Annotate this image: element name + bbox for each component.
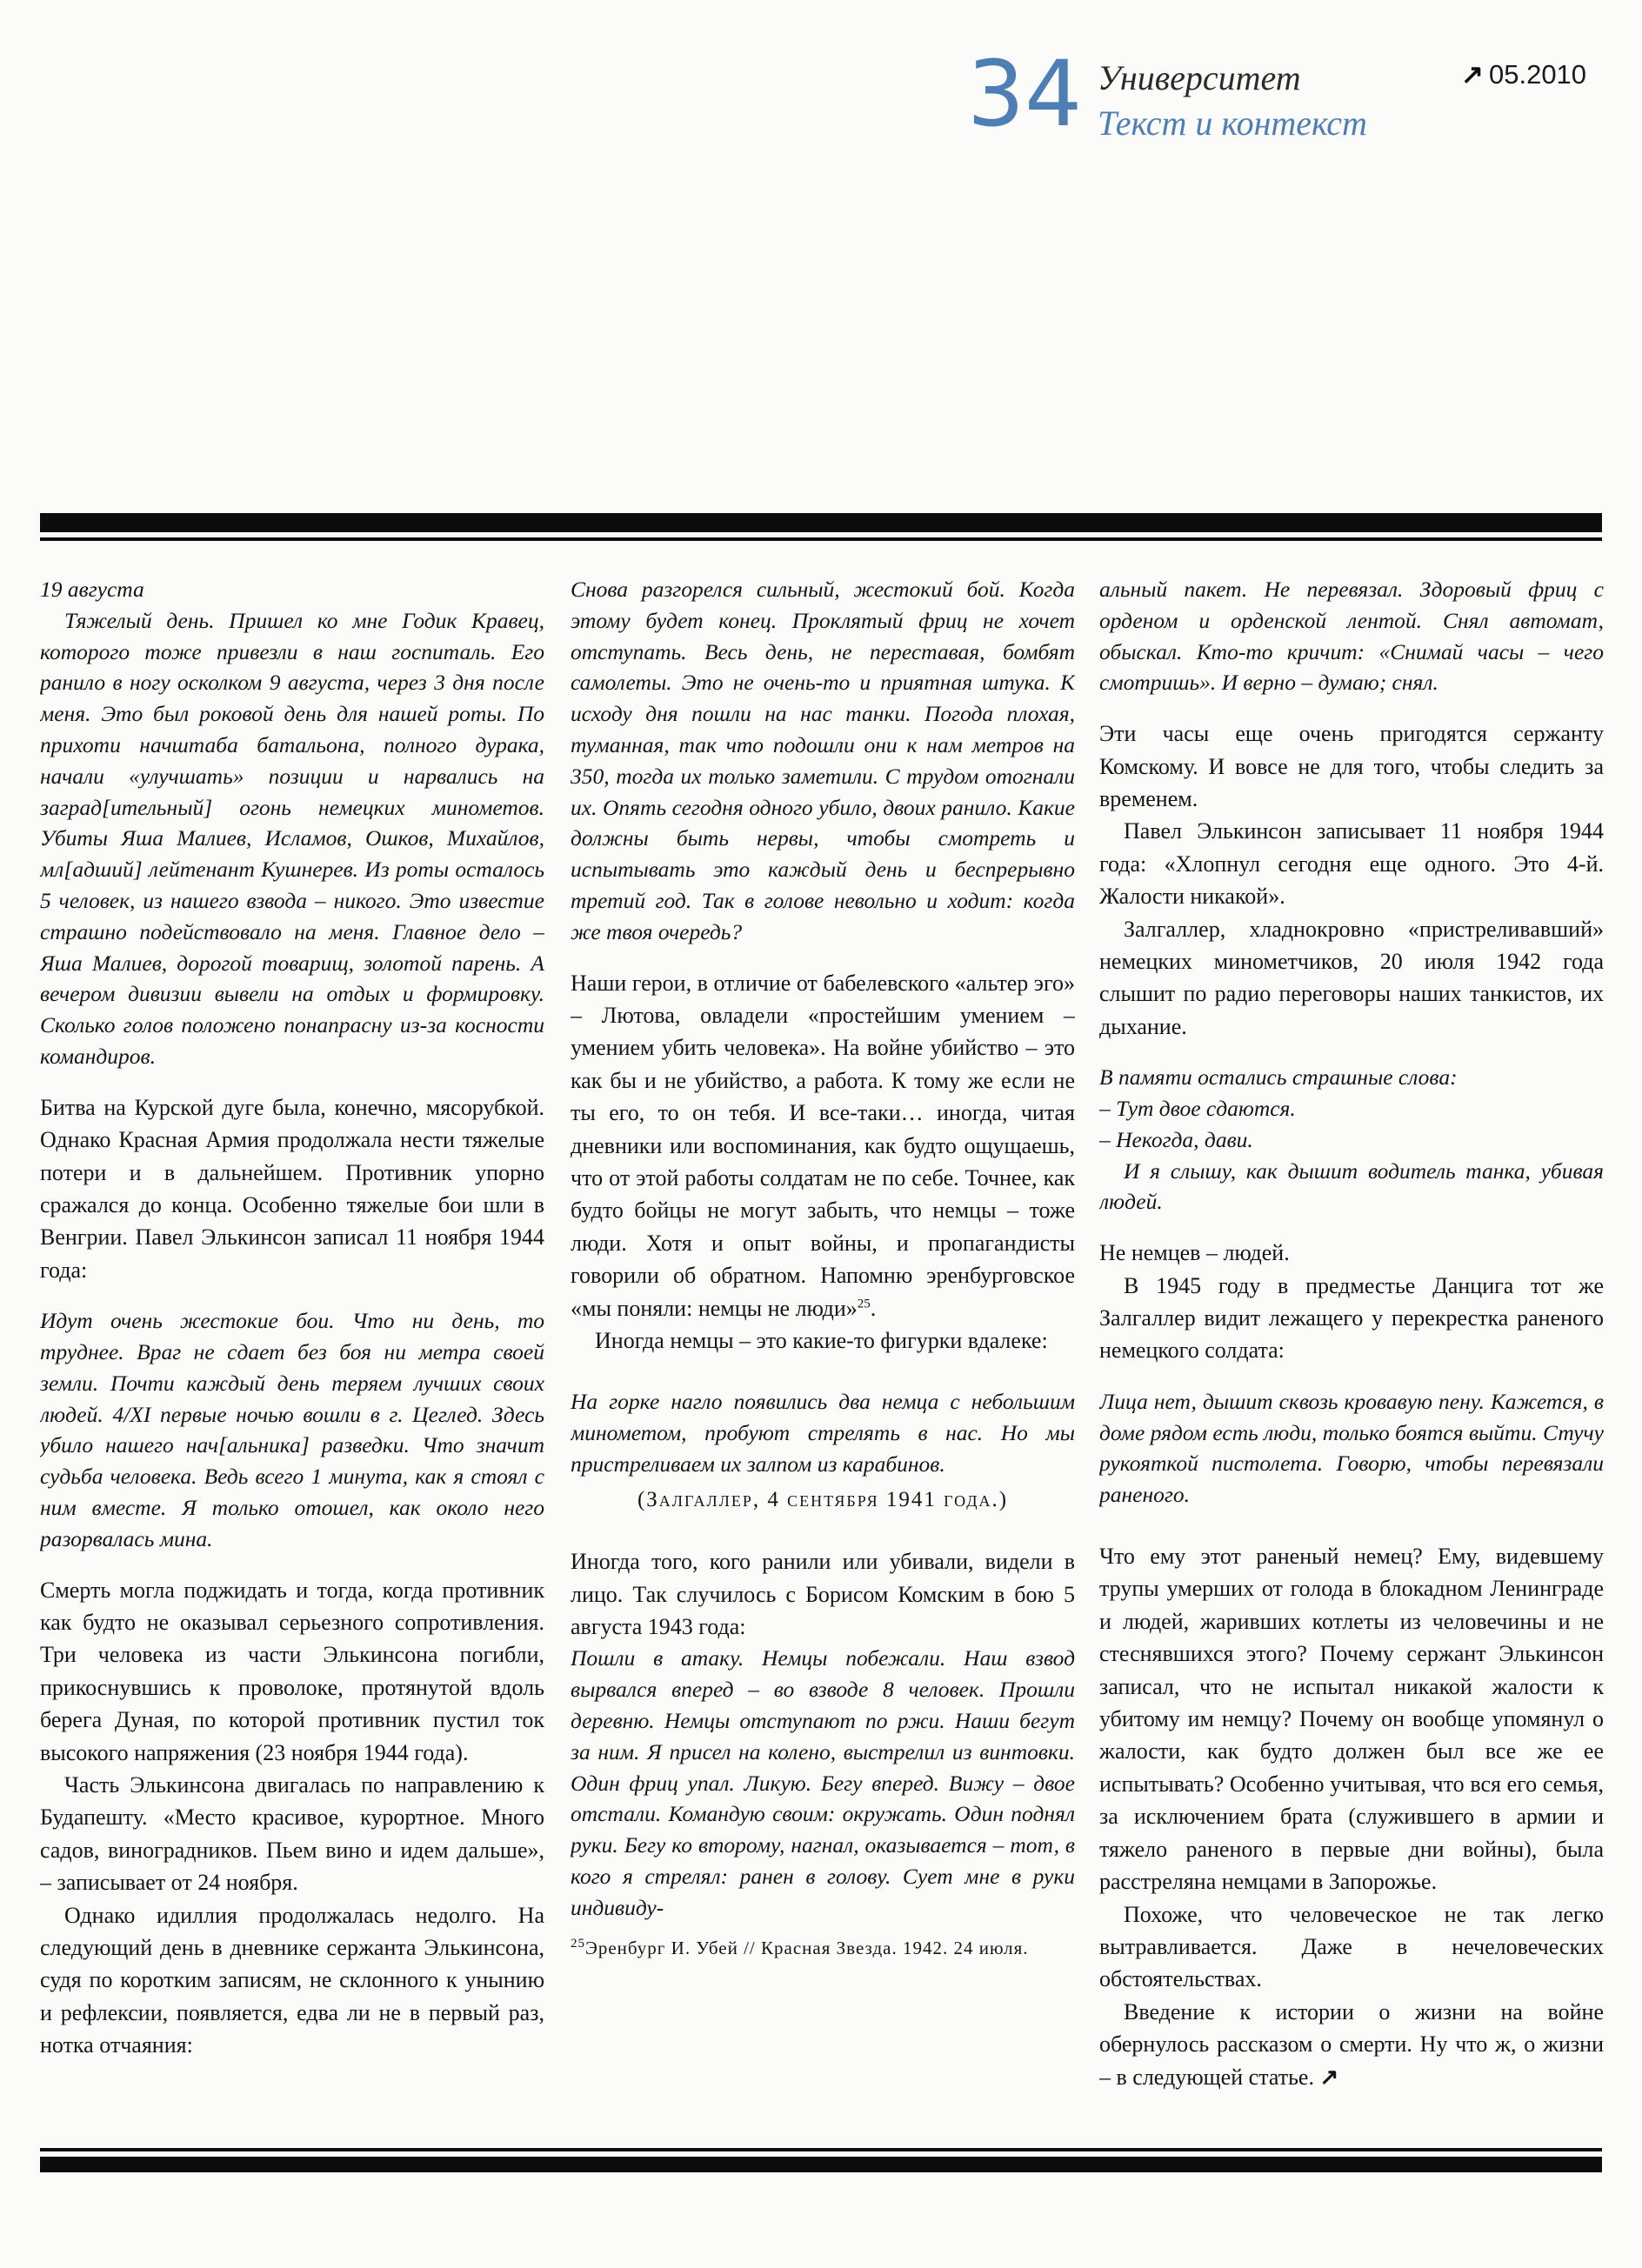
paragraph — [571, 1545, 1075, 1643]
paragraph-text: 19 августа — [40, 577, 144, 602]
paragraph-text: Идут очень жестокие бои. Что ни день, то труднее. Враг не сдает без боя ни метра своей земли. Почти каждый день теряем лучших своих людей. 4/XI первые ночью вошли в г. Цеглед. Здесь убило нашего нач[альника] разведки. Что значит судьба человека. Ведь всего 1 минута, как я стоял с ним вместе. Я только отошел, как около него разорвалась мина. — [40, 1308, 544, 1551]
paragraph — [40, 1574, 544, 1769]
bottom-rule — [40, 2157, 1602, 2172]
paragraph-text: Не немцев – людей. — [1099, 1240, 1290, 1266]
bottom-rule-thin — [40, 2148, 1602, 2151]
issue-date — [1461, 61, 1586, 88]
subsection-title: Текст и контекст — [1098, 103, 1367, 143]
paragraph — [1099, 1996, 1604, 2093]
paragraph — [40, 605, 544, 1072]
paragraph-text: В 1945 году в предместье Данцига тот же Залгаллер видит лежащего у перекрестка раненого немецкого солдата: — [1099, 1272, 1604, 1364]
paragraph-text: Тяжелый день. Пришел ко мне Годик Кравец, которого тоже привезли в наш госпиталь. Его ранило в ногу осколком 9 августа, через 3 дня после меня. Это был роковой день для нашей роты. По прихоти начштаба батальона, полного дурака, начали «улучшать» позиции и нарвались на заград[ительный] огонь немецких минометов. Убиты Яша Малиев, Исламов, Ошков, Михайлов, мл[адший] лейтенант Кушнерев. Из роты осталось 5 человек, из нашего взвода – никого. Это известие страшно подействовало на меня. Главное дело – Яша Малиев, дорогой товарищ, золотой парень. А вечером дивизии вывели на отдых и формировку. Сколько голов положено понапрасну из-за косности командиров. — [40, 607, 544, 1069]
paragraph-text: Снова разгорелся сильный, жестокий бой. Когда этому будет конец. Проклятый фриц не хочет отступать. Весь день, не переставая, бомбят самолеты. Это не очень-то и приятная штука. К исходу дня пошли на нас танки. Погода плохая, туманная, так что подошли они к нам метров на 350, тогда их только заметили. С трудом отогнали их. Опять сегодня одного убило, двоих ранило. Какие должны быть нервы, чтобы смотреть и испытывать это каждый день и беспрерывно третий год. Так в голове невольно и ходит: когда же твоя очередь? — [571, 577, 1075, 944]
paragraph — [1099, 1898, 1604, 1996]
paragraph-text: Залгаллер, хладнокровно «пристреливавший» немецких минометчиков, 20 июля 1942 года слышит по радио переговоры наших танкистов, их дыхание. — [1099, 916, 1604, 1039]
paragraph-text: Эти часы еще очень пригодятся сержанту Комскому. И вовсе не для того, чтобы следить за временем. — [1099, 721, 1604, 811]
footnote-marker: 25 — [571, 1936, 585, 1951]
paragraph — [40, 1305, 544, 1554]
paragraph — [1099, 913, 1604, 1044]
paragraph-text: альный пакет. Не перевязал. Здоровый фриц с орденом и орденской лентой. Снял автомат, обыскал. Кто-то кричит: «Снимай часы – чего смотришь». И верно – думаю; снял. — [1099, 577, 1604, 696]
paragraph — [40, 1899, 544, 2062]
paragraph-text: Эренбург И. Убей // Красная Звезда. 1942. 24 июля. — [585, 1937, 1029, 1958]
paragraph-text: Иногда немцы – это какие-то фигурки вдалеке: — [595, 1328, 1048, 1354]
paragraph-text: – Некогда, дави. — [1099, 1126, 1253, 1152]
paragraph: Наши герои, в отличие от бабелевского «альтер эго» – Лютова, овладели «простейшим умением – умением убить человека». На войне убийство – это как бы и не убийство, а работа. К тому же если не ты его, то он тебя. И все-таки… иногда, читая дневники или воспоминания, как будто ощущаешь, что от этой работы солдатам не по себе. Точнее, как будто бойцы не могут забыть, что немцы – тоже люди. Хотя и опыт войны, и пропагандисты говорили об обратном. Напомню эренбурговское «мы поняли: немцы не люди»$^{25}$. — [571, 970, 1075, 1321]
issue-date-text: 05.2010 — [1488, 59, 1587, 90]
page-number: 34 — [967, 41, 1083, 147]
column-1 — [40, 574, 544, 2131]
paragraph — [1099, 815, 1604, 912]
paragraph-text: На горке нагло появились два немца с небольшим минометом, пробуют стрелять в нас. Но мы пристреливаем их залпом из карабинов. — [571, 1389, 1075, 1478]
paragraph — [40, 1091, 544, 1286]
paragraph-text: Павел Элькинсон записывает 11 ноября 1944 года: «Хлопнул сегодня еще одного. Это 4-й. Жалости никакой». — [1099, 818, 1604, 910]
paragraph-text: – Тут двое сдаются. — [1099, 1096, 1296, 1122]
paragraph — [571, 1386, 1075, 1479]
paragraph — [1099, 1062, 1604, 1093]
column-2 — [571, 574, 1075, 2131]
paragraph-text: Пошли в атаку. Немцы побежали. Наш взвод вырвался вперед – во взводе 8 человек. Прошли деревню. Немцы отступают по ржи. Наши бегут за ним. Я присел на колено, выстрелил из винтовки. Один фриц упал. Ликую. Бегу вперед. Вижу – двое отстали. Командую своим: окружать. Один поднял руки. Бегу ко второму, нагнал, оказывается – тот, в кого я стрелял: ранен в голову. Сует мне в руки индивиду- — [571, 1645, 1075, 1920]
paragraph — [1099, 1093, 1604, 1124]
paragraph — [571, 1643, 1075, 1923]
paragraph — [40, 1769, 544, 1899]
paragraph-text: Похоже, что человеческое не так легко вытравливается. Даже в нечеловеческих обстоятельствах. — [1099, 1901, 1604, 1992]
paragraph-text: Что ему этот раненый немец? Ему, видевшему трупы умерших от голода в блокадном Ленинграде и людей, жаривших котлеты из человечины и не стеснявшихся этого? Почему сержант Элькинсон записал, что не испытал никакой жалости к убитому им немцу? Почему он вообще упомянул о жалости, как будто должен был все же ее испытывать? Особенно учитывая, что вся его семья, за исключением брата (служившего в армии и тяжело раненого в первые дни войны), была расстреляна немцами в Запорожье. — [1099, 1544, 1604, 1895]
paragraph-text: Смерть могла поджидать и тогда, когда противник как будто не оказывал серьезного сопротивления. Три человека из части Элькинсона погибли, прикоснувшись к проволоке, протянутой вдоль берега Дуная, по которой противник пустил ток высокого напряжения (23 ноября 1944 года). — [40, 1577, 544, 1765]
paragraph-text: Иногда того, кого ранили или убивали, видели в лицо. Так случилось с Борисом Комским в бою 5 августа 1943 года: — [571, 1549, 1075, 1640]
paragraph — [571, 1936, 1075, 1960]
paragraph — [1099, 1386, 1604, 1511]
paragraph-text: (Залгаллер, 4 сентября 1941 года.) — [637, 1487, 1009, 1511]
paragraph — [571, 1484, 1075, 1516]
section-title: Университет — [1098, 58, 1301, 97]
top-rule-thin — [40, 537, 1602, 541]
paragraph — [1099, 574, 1604, 698]
paragraph-text: Введение к истории о жизни на войне обернулось рассказом о смерти. Ну что ж, о жизни – в следующей статье. — [1099, 1998, 1604, 2090]
paragraph — [571, 574, 1075, 948]
paragraph — [1099, 1156, 1604, 1218]
paragraph-text: Битва на Курской дуге была, конечно, мясорубкой. Однако Красная Армия продолжала нести тяжелые потери и в дальнейшем. Противник упорно сражался до конца. Особенно тяжелые бои шли в Венгрии. Павел Элькинсон записал 11 ноября 1944 года: — [40, 1094, 544, 1283]
arrow-icon: ↗ — [1461, 59, 1484, 90]
end-arrow-icon: ↗ — [1313, 2064, 1339, 2090]
paragraph-text: Лица нет, дышит сквозь кровавую пену. Кажется, в доме рядом есть люди, только боятся выйти. Стучу рукояткой пистолета. Говорю, чтобы перевязали раненого. — [1099, 1388, 1604, 1508]
paragraph — [1099, 717, 1604, 815]
paragraph-text: И я слышу, как дышит водитель танка, убивая людей. — [1099, 1157, 1604, 1215]
paragraph-text: Наши герои, в отличие от бабелевского «альтер эго» – Лютова, овладели «простейшим умением – умением убить человека». На войне убийство – это как бы и не убийство, а работа. К тому же если не ты его, то он тебя. И все-таки… иногда, читая дневники или воспоминания, как будто ощущаешь, что от этой работы солдатам не по себе. Точнее, как будто бойцы не могут забыть, что немцы – тоже люди. Хотя и опыт войны, и пропагандисты говорили об обратном. Напомню эренбурговское «мы поняли: немцы не люди» — [571, 970, 1075, 1321]
paragraph — [1099, 1237, 1604, 1269]
paragraph — [1099, 1540, 1604, 1898]
paragraph — [1099, 1270, 1604, 1367]
paragraph — [571, 1324, 1075, 1357]
top-rule — [40, 513, 1602, 532]
column-3 — [1099, 574, 1604, 2131]
paragraph-text: Однако идиллия продолжалась недолго. На следующий день в дневнике сержанта Элькинсона, судя по коротким записям, не склонного к унынию и рефлексии, появляется, едва ли не в первый раз, нотка отчаяния: — [40, 1902, 544, 2058]
paragraph — [40, 574, 544, 605]
paragraph — [1099, 1124, 1604, 1156]
footnote-ref: 25 — [857, 1296, 871, 1311]
paragraph-text: В памяти остались страшные слова: — [1099, 1064, 1458, 1091]
paragraph-text: Часть Элькинсона двигалась по направлению к Будапешту. «Место красивое, курортное. Много садов, виноградников. Пьем вино и идем дальше», – записывает от 24 ноября. — [40, 1772, 544, 1896]
